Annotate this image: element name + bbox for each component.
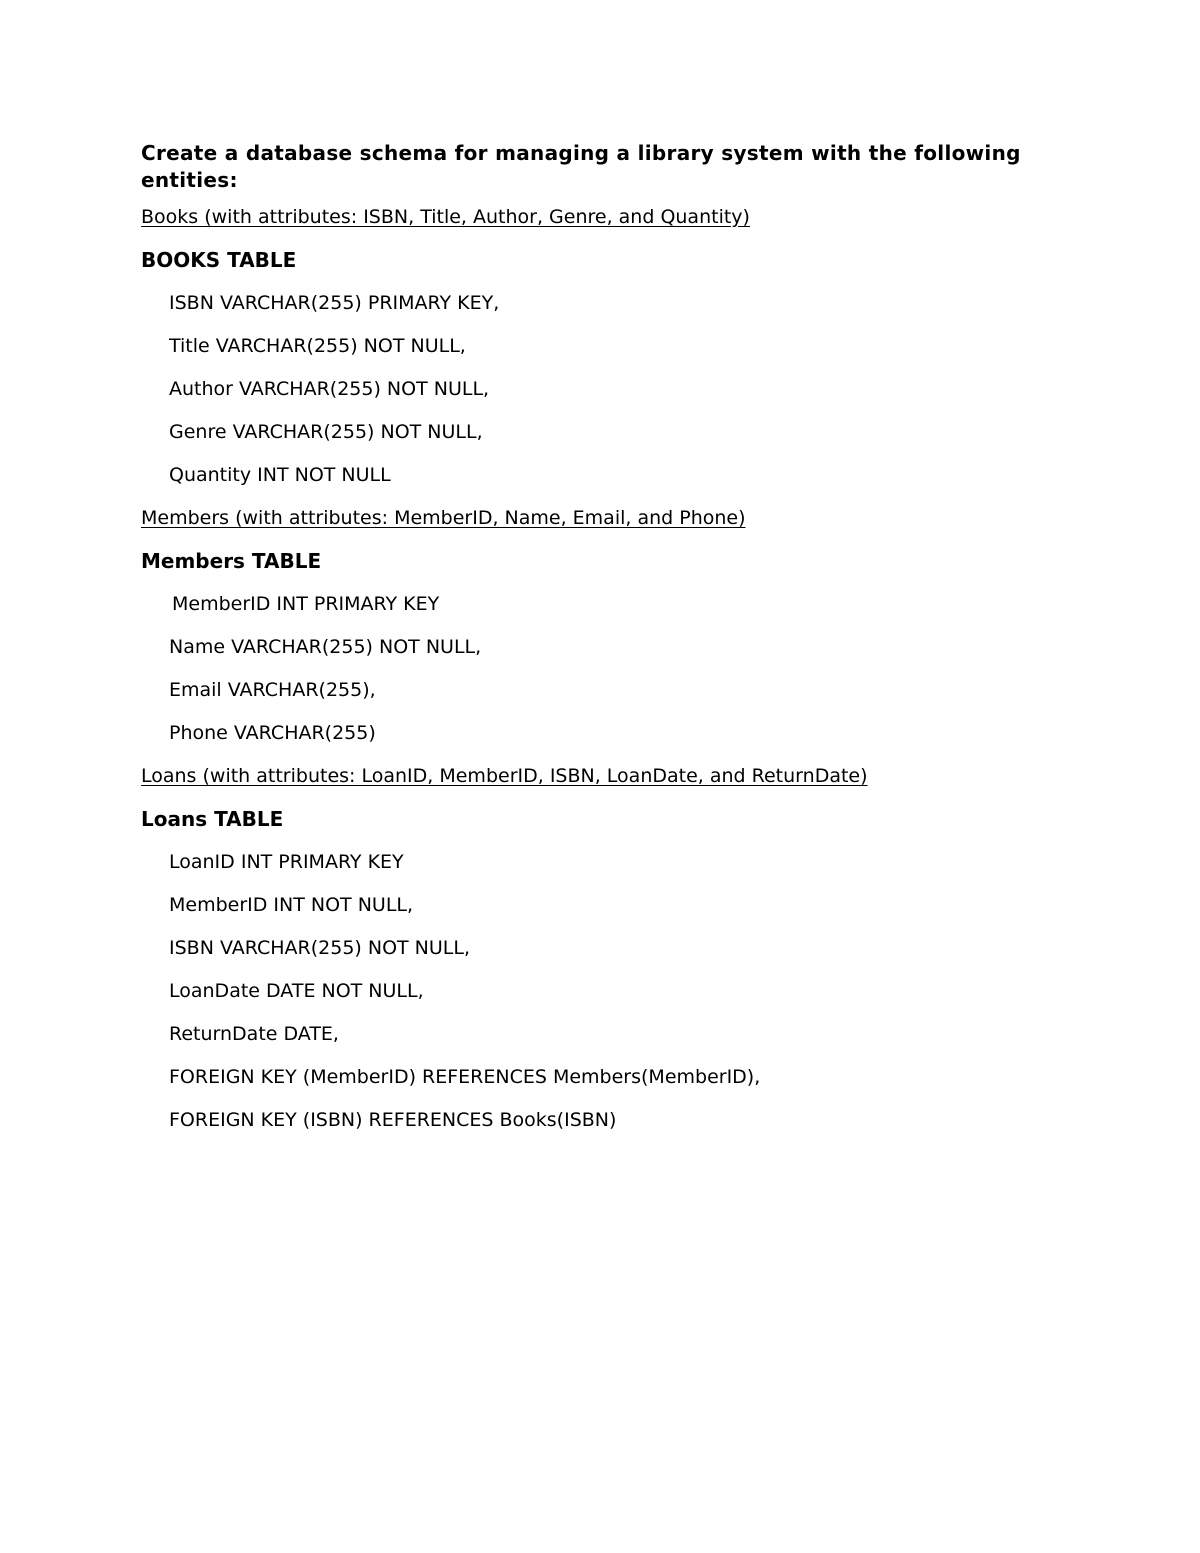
books-entity-description: Books (with attributes: ISBN, Title, Author, Genre, and Quantity) — [141, 206, 750, 228]
document-page — [141, 140, 1021, 1152]
books-field-genre: Genre VARCHAR(255) NOT NULL, — [169, 421, 483, 443]
loans-table-heading: Loans TABLE — [141, 807, 284, 831]
loans-field-memberid: MemberID INT NOT NULL, — [169, 894, 414, 916]
members-table-heading: Members TABLE — [141, 549, 322, 573]
loans-field-returndate: ReturnDate DATE, — [169, 1023, 339, 1045]
document-title: Create a database schema for managing a library system with the following entities: — [141, 141, 1021, 192]
members-field-name: Name VARCHAR(255) NOT NULL, — [169, 636, 482, 658]
loans-entity-description: Loans (with attributes: LoanID, MemberID, ISBN, LoanDate, and ReturnDate) — [141, 765, 868, 787]
loans-field-fk-book: FOREIGN KEY (ISBN) REFERENCES Books(ISBN) — [169, 1109, 617, 1131]
members-field-email: Email VARCHAR(255), — [169, 679, 376, 701]
loans-field-loandate: LoanDate DATE NOT NULL, — [169, 980, 424, 1002]
books-section — [141, 206, 1021, 486]
loans-field-isbn: ISBN VARCHAR(255) NOT NULL, — [169, 937, 471, 959]
loans-field-loanid: LoanID INT PRIMARY KEY — [169, 851, 404, 873]
books-field-quantity: Quantity INT NOT NULL — [169, 464, 391, 486]
books-field-author: Author VARCHAR(255) NOT NULL, — [169, 378, 490, 400]
members-section — [141, 507, 1021, 744]
books-field-title: Title VARCHAR(255) NOT NULL, — [169, 335, 466, 357]
members-field-phone: Phone VARCHAR(255) — [169, 722, 376, 744]
books-field-isbn: ISBN VARCHAR(255) PRIMARY KEY, — [169, 292, 500, 314]
loans-section — [141, 765, 1021, 1131]
loans-field-fk-member: FOREIGN KEY (MemberID) REFERENCES Members(MemberID), — [169, 1066, 761, 1088]
books-table-heading: BOOKS TABLE — [141, 248, 297, 272]
members-field-memberid: MemberID INT PRIMARY KEY — [172, 593, 440, 615]
members-entity-description: Members (with attributes: MemberID, Name, Email, and Phone) — [141, 507, 746, 529]
